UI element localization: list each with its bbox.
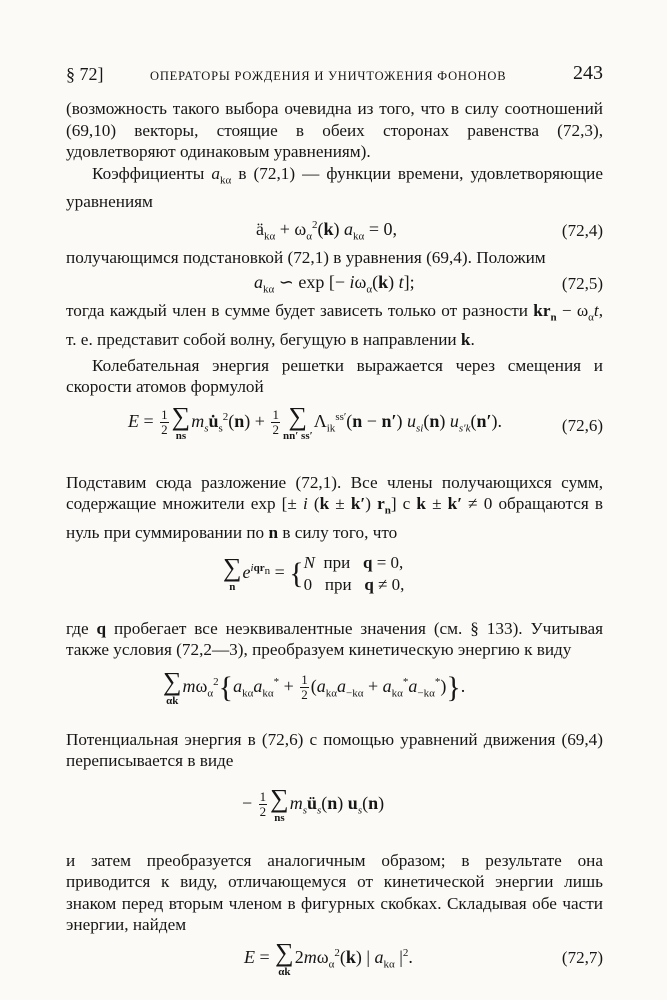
equation-number: (72,4)	[561, 220, 603, 240]
equation-72-5: $a_{k\alpha}$ ∽ exp [− $i\omega_\alpha(k)$ t]; (72,5)	[254, 272, 603, 297]
equation-number: (72,7)	[561, 947, 603, 967]
paragraph-6-end: в силу того, что	[278, 523, 398, 543]
paragraph-5: Колебательная энергия решетки выражается через смещения и скорости атомов формулой	[66, 355, 603, 397]
equation-number: (72,6)	[561, 415, 603, 435]
paragraph-6: Подставим сюда разложение (72,1). Все члены получающихся сумм, содержащие множители exp [± i (k ± k′) $r_n$] с k ± k′ ≠ 0 обращаются в нуль при суммировании по n в силу того, что	[66, 472, 603, 543]
paragraph-6-start: Подставим сюда разложение (72,1). Все члены получающихся сумм, содержащие множители	[66, 472, 603, 514]
paragraph-2-end: в (72,1) — функции времени, удовлетворяющие уравнениям	[66, 163, 603, 212]
chapter-title: ОПЕРАТОРЫ РОЖДЕНИЯ И УНИЧТОЖЕНИЯ ФОНОНОВ	[150, 69, 507, 83]
paragraph-6-mid: обращаются в нуль при суммировании по	[66, 494, 603, 543]
case-1-value: N	[303, 552, 316, 572]
paragraph-7-end: пробегает все неэквивалентные значения (см. § 133). Учитывая также условия (72,2—3), преобразуем кинетическую энергию к виду	[66, 618, 603, 660]
paragraph-9: и затем преобразуется аналогичным образом; в результате она приводится к виду, отличающемуся от кинетической энергии лишь знаком перед вторым членом в фигурных скобках. Складывая обе части энергии, найдем	[66, 850, 603, 935]
paragraph-3: получающимся подстановкой (72,1) в уравнения (69,4). Положим	[66, 247, 546, 267]
equation-kinetic-energy: ∑ αk $m\omega_\alpha^2\{a_{k\alpha}a_{k\alpha}^*$ + $\frac{1}{2}$ $(a_{k\alpha}a_{-k\alpha} + a_{k\alpha}^*a_{-k\alpha}^*)$}.	[163, 666, 466, 707]
paragraph-8: Потенциальная энергия в (72,6) с помощью уравнений движения (69,4) переписывается в виде	[66, 729, 603, 771]
paragraph-7: где q пробегает все неэквивалентные значения (см. § 133). Учитывая также условия (72,2—3), преобразуем кинетическую энергию к виду	[66, 618, 603, 660]
page-number: 243	[573, 62, 603, 84]
paragraph-4-start: тогда каждый член в сумме будет зависеть только от разности	[66, 301, 534, 321]
paragraph-4: тогда каждый член в сумме будет зависеть только от разности $kr_n - \omega_\alpha t$, т. е. представит собой волну, бегущую в направлении k.	[66, 301, 603, 350]
equation-72-4: $ä_{k\alpha} + \omega_\alpha^2(k) a_{k\alpha} = 0$, (72,4)	[256, 218, 603, 243]
paragraph-2: Коэффициенты $a_{k\alpha}$ в (72,1) — функции времени, удовлетворяющие уравнениям	[66, 163, 603, 212]
book-page	[66, 62, 603, 982]
equation-72-7: E = ∑ αk $2m\omega_\alpha^2(k)$ | $a_{k\alpha}$ $|^2$. (72,7)	[244, 937, 603, 978]
paragraph-4-mid: , т. е. представит собой волну, бегущую в направлении	[66, 301, 603, 350]
equation-lattice-sum: ∑ n $e^{iqr_n}$ = { N при q = 0, 0 при q ≠ 0,	[223, 552, 405, 594]
paragraph-2-start: Коэффициенты	[92, 163, 212, 183]
running-header	[66, 62, 603, 92]
equation-72-6: E = $\frac{1}{2}$ ∑ ns $m_su̇_s^2(n)$ + $\frac{1}{2}$ ∑ nn′ ss′ $\Lambda_{ik}^{ss'}(n - n')$ $u_{si}(n)$ $u_{s'k}(n')$. (72,6)	[128, 401, 603, 442]
case-2-value: 0	[303, 574, 313, 594]
equation-potential-energy: − $\frac{1}{2}$ ∑ ns $m_sü_s(n)$ $u_s(n)$	[242, 783, 385, 824]
paragraph-7-start: где	[66, 618, 97, 638]
case-2-word: при	[324, 574, 352, 594]
equation-number: (72,5)	[561, 274, 603, 294]
paragraph-1: (возможность такого выбора очевидна из того, что в силу соотношений (69,10) векторы, стоящие в обеих сторонах равенства (72,3), удовлетворяют одинаковым уравнениям).	[66, 99, 603, 161]
case-1-word: при	[323, 552, 351, 572]
section-ref: § 72]	[66, 64, 104, 84]
